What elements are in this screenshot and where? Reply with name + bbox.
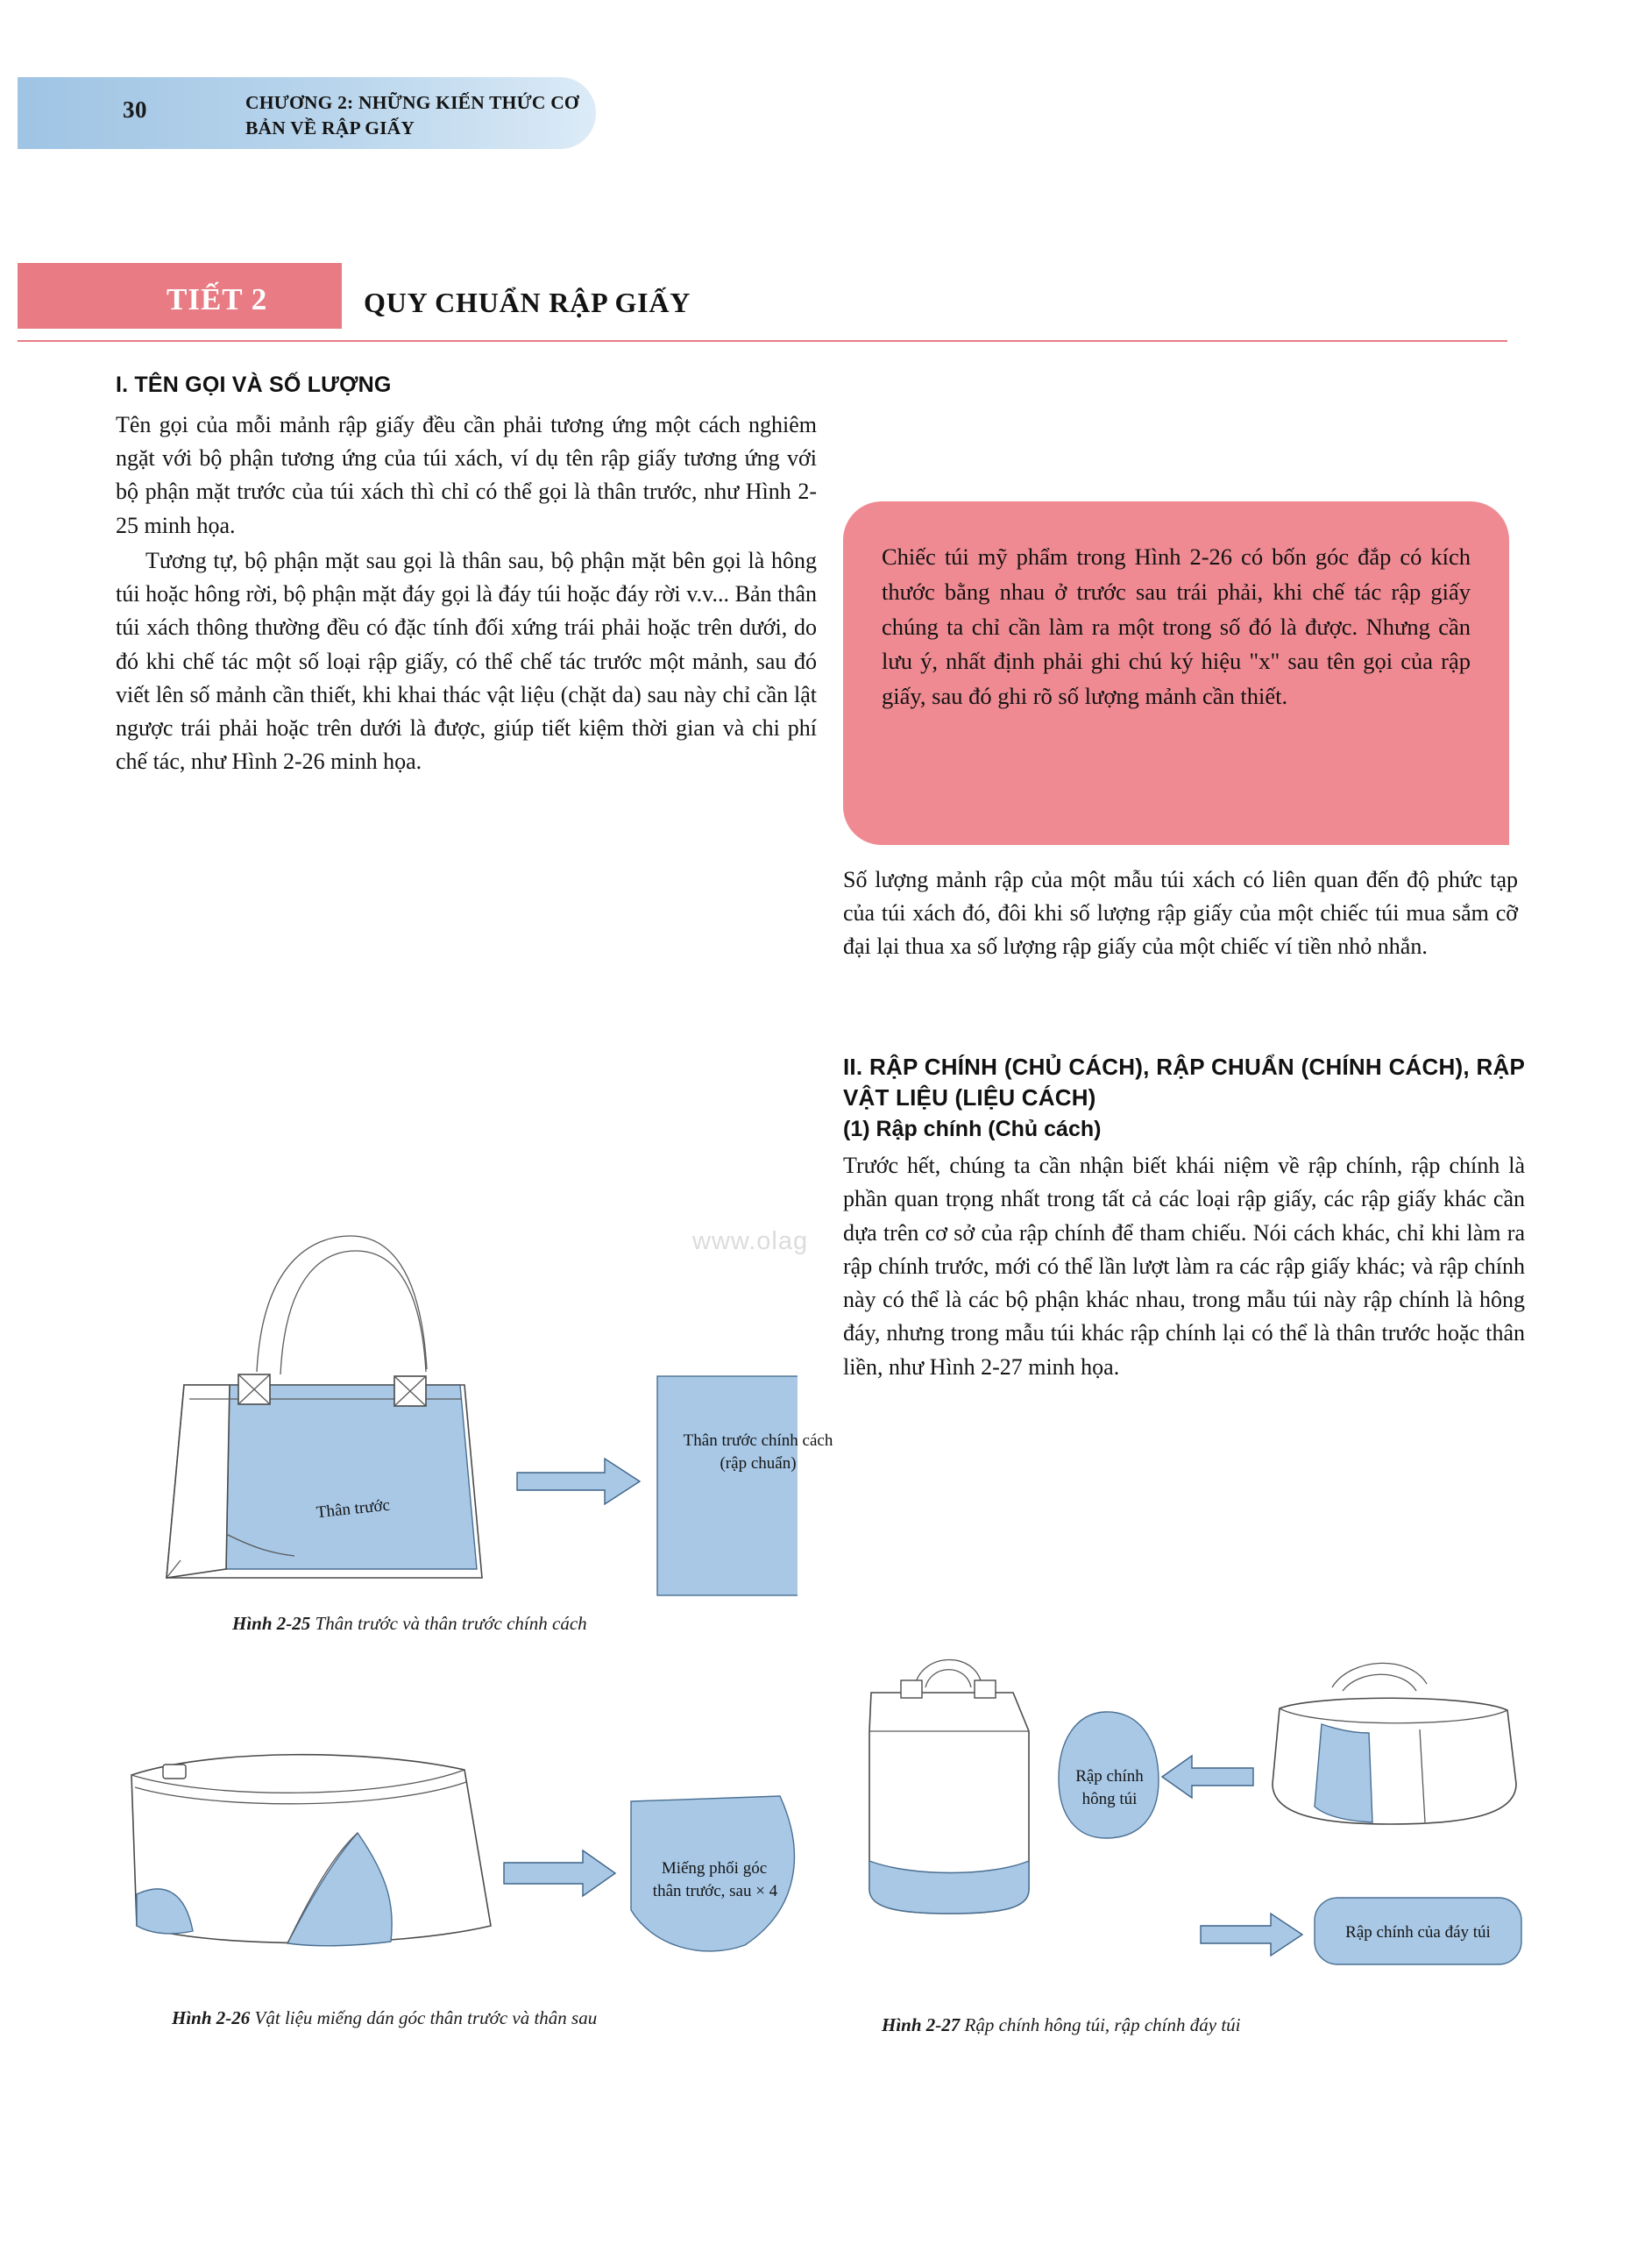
figure-2-26-caption-number: Hình 2-26 [172, 2007, 251, 2028]
figure-2-27 [841, 1626, 1534, 1977]
figure-2-27-side-label-1: Rập chính [1075, 1767, 1144, 1786]
section-heading: QUY CHUẨN RẬP GIẤY [364, 287, 691, 318]
figure-2-25 [131, 1122, 833, 1613]
figure-2-25-caption-text: Thân trước và thân trước chính cách [315, 1613, 587, 1634]
left-paragraph-2: Tương tự, bộ phận mặt sau gọi là thân sau, bộ phận mặt bên gọi là hông túi hoặc hông rời, bộ phận mặt đáy gọi là đáy túi hoặc đáy rời v.v... Bản thân túi xách thông thường đều có đặc tính đối xứng trái phải hoặc trên dưới, do đó khi chế tác một số loại rập giấy, có thể chế tác trước một mảnh, sau đó viết lên số mảnh cần thiết, khi khai thác vật liệu (chặt da) sau này chỉ cần lật ngược trái phải hoặc trên dưới là được, giúp tiết kiệm thời gian và chi phí chế tác, như Hình 2-26 minh họa. [116, 547, 817, 775]
figure-2-25-caption-number: Hình 2-25 [232, 1613, 311, 1634]
arrow-left-icon [1162, 1756, 1253, 1798]
figure-2-25-artwork [131, 1122, 798, 1613]
figure-2-27-caption-text: Rập chính hông túi, rập chính đáy túi [964, 2014, 1241, 2035]
arrow-right-icon [504, 1850, 615, 1896]
left-text-column [116, 373, 817, 780]
callout-text: Chiếc túi mỹ phẩm trong Hình 2-26 có bốn góc đắp có kích thước bằng nhau ở trước sau trái phải, khi chế tác rập giấy chúng ta chỉ cần làm ra một trong số đó là được. Nhưng cần lưu ý, nhất định phải ghi chú ký hiệu "x" sau tên gọi của rập giấy, sau đó ghi rõ số lượng mảnh cần thiết. [882, 543, 1471, 709]
figure-2-25-piece-label-1: Thân trước chính cách [683, 1431, 833, 1450]
figure-2-26 [105, 1722, 806, 1994]
left-paragraph-1: Tên gọi của mỗi mảnh rập giấy đều cần phải tương ứng một cách nghiêm ngặt với bộ phận tương ứng của túi xách, ví dụ tên rập giấy tương ứng với bộ phận mặt trước của túi xách thì chỉ có thể gọi là thân trước, như Hình 2-25 minh họa. [116, 412, 817, 538]
chapter-title: CHƯƠNG 2: NHỮNG KIẾN THỨC CƠ BẢN VỀ RẬP GIẤY [245, 92, 579, 138]
arrow-right-icon [1201, 1914, 1302, 1956]
figure-2-26-piece-label-2: thân trước, sau × 4 [652, 1882, 778, 1900]
right-paragraph-1: Số lượng mảnh rập của một mẫu túi xách có liên quan đến độ phức tạp của túi xách đó, đôi khi số lượng rập giấy của một chiếc túi mua sắm cỡ đại lại thua xa số lượng rập giấy của một chiếc ví tiền nhỏ nhắn. [843, 867, 1518, 960]
figure-2-27-caption-number: Hình 2-27 [882, 2014, 961, 2035]
figure-2-27-caption [882, 2014, 1241, 2036]
page-number: 30 [123, 96, 147, 123]
left-subheading: I. TÊN GỌI VÀ SỐ LƯỢNG [116, 373, 392, 397]
figure-2-27-side-label-2: hông túi [1081, 1790, 1138, 1808]
figure-2-25-piece-label-2: (rập chuẩn) [720, 1454, 797, 1473]
figure-2-26-caption-text: Vật liệu miếng dán góc thân trước và thân sau [254, 2007, 598, 2028]
right-subheading-3: (1) Rập chính (Chủ cách) [843, 1117, 1102, 1142]
right-subheading-2: II. RẬP CHÍNH (CHỦ CÁCH), RẬP CHUẨN (CHÍNH CÁCH), RẬP VẬT LIỆU (LIỆU CÁCH) [843, 1054, 1525, 1111]
callout-box [843, 501, 1509, 845]
right-text-column-bottom [843, 1052, 1525, 1386]
watermark-text: www.olag [692, 1227, 809, 1255]
section-divider [18, 340, 1507, 342]
arrow-right-icon [517, 1459, 640, 1504]
figure-2-27-bottom-label: Rập chính của đáy túi [1345, 1923, 1491, 1942]
figure-2-25-caption [232, 1613, 587, 1635]
figure-2-26-caption [172, 2007, 597, 2029]
figure-2-26-piece-label-1: Miếng phối góc [661, 1859, 768, 1878]
figure-2-25-bag-label: Thân trước [315, 1495, 391, 1523]
right-text-column-top [843, 863, 1518, 966]
section-label: TIẾT 2 [167, 282, 268, 316]
right-paragraph-2: Trước hết, chúng ta cần nhận biết khái niệm về rập chính, rập chính là phần quan trọng nhất trong tất cả các loại rập giấy, các rập giấy khác cần dựa trên cơ sở của rập chính để tham chiếu. Nói cách khác, chỉ khi làm ra rập chính trước, mới có thể lần lượt làm ra các rập giấy khác; và rập chính này có thể là các bộ phận khác nhau, trong mẫu túi này rập chính là hông đáy, nhưng trong mẫu túi khác rập chính lại có thể là thân trước hoặc thân liền, như Hình 2-27 minh họa. [843, 1153, 1525, 1380]
